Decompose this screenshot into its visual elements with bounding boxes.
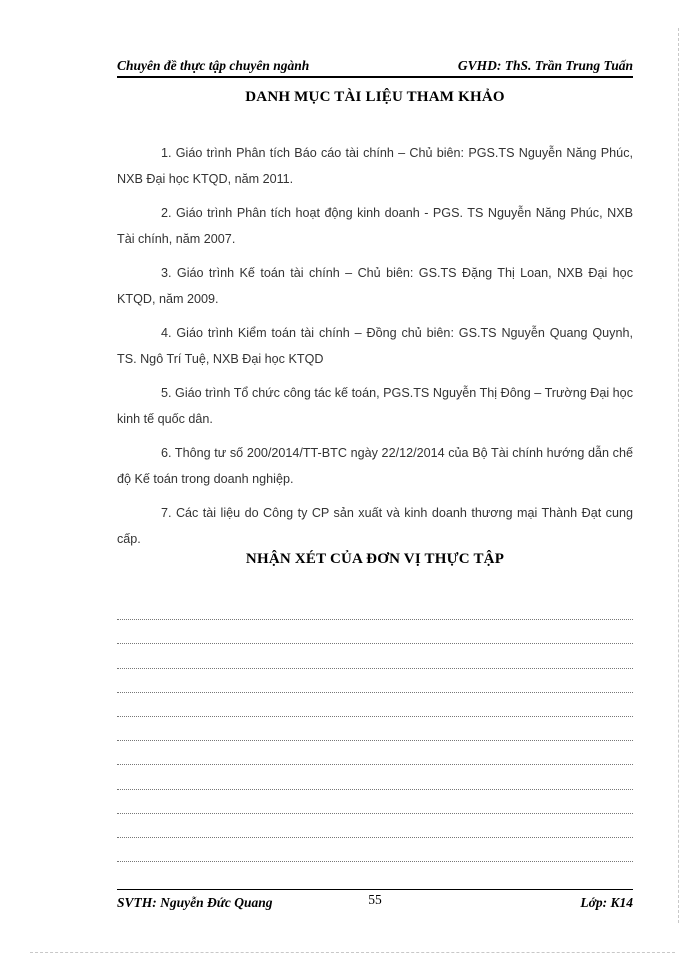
dotted-writing-line — [117, 596, 633, 620]
page-number: 55 — [368, 892, 382, 907]
header-title: Chuyên đề thực tập chuyên ngành — [117, 58, 310, 73]
reference-item: 4. Giáo trình Kiểm toán tài chính – Đồng chủ biên: GS.TS Nguyễn Quang Quynh, TS. Ngô Trí Tuệ, NXB Đại học KTQD — [117, 326, 633, 366]
page-edge-right — [678, 28, 679, 923]
dotted-writing-line — [117, 717, 633, 741]
page-edge-bottom — [30, 952, 675, 953]
footer-class: Lớp: K14 — [580, 895, 633, 910]
dotted-writing-line — [117, 620, 633, 644]
reference-item: 2. Giáo trình Phân tích hoạt động kinh doanh - PGS. TS Nguyễn Năng Phúc, NXB Tài chính, năm 2007. — [117, 206, 633, 246]
dotted-writing-line — [117, 644, 633, 668]
footer-student: SVTH: Nguyễn Đức Quang — [117, 895, 273, 910]
dotted-writing-line — [117, 814, 633, 838]
page-header — [117, 56, 633, 78]
review-title: NHẬN XÉT CỦA ĐƠN VỊ THỰC TẬP — [245, 551, 505, 567]
references-list — [117, 140, 633, 560]
dotted-writing-line — [117, 693, 633, 717]
page-footer — [117, 889, 633, 914]
dotted-writing-line — [117, 790, 633, 814]
reference-item: 3. Giáo trình Kế toán tài chính – Chủ biên: GS.TS Đặng Thị Loan, NXB Đại học KTQD, năm 2009. — [117, 266, 633, 306]
references-title: DANH MỤC TÀI LIỆU THAM KHẢO — [245, 89, 505, 105]
reference-item: 1. Giáo trình Phân tích Báo cáo tài chính – Chủ biên: PGS.TS Nguyễn Năng Phúc, NXB Đại học KTQD, năm 2011. — [117, 146, 633, 186]
reference-item: 7. Các tài liệu do Công ty CP sản xuất và kinh doanh thương mại Thành Đạt cung cấp. — [117, 506, 633, 546]
review-writing-area — [117, 596, 633, 862]
dotted-writing-line — [117, 741, 633, 765]
header-supervisor: GVHD: ThS. Trần Trung Tuấn — [457, 58, 633, 73]
reference-item: 5. Giáo trình Tổ chức công tác kế toán, PGS.TS Nguyễn Thị Đông – Trường Đại học kinh tế quốc dân. — [117, 386, 633, 426]
dotted-writing-line — [117, 838, 633, 862]
dotted-writing-line — [117, 765, 633, 789]
dotted-writing-line — [117, 669, 633, 693]
reference-item: 6. Thông tư số 200/2014/TT-BTC ngày 22/12/2014 của Bộ Tài chính hướng dẫn chế độ Kế toán trong doanh nghiệp. — [117, 446, 633, 486]
